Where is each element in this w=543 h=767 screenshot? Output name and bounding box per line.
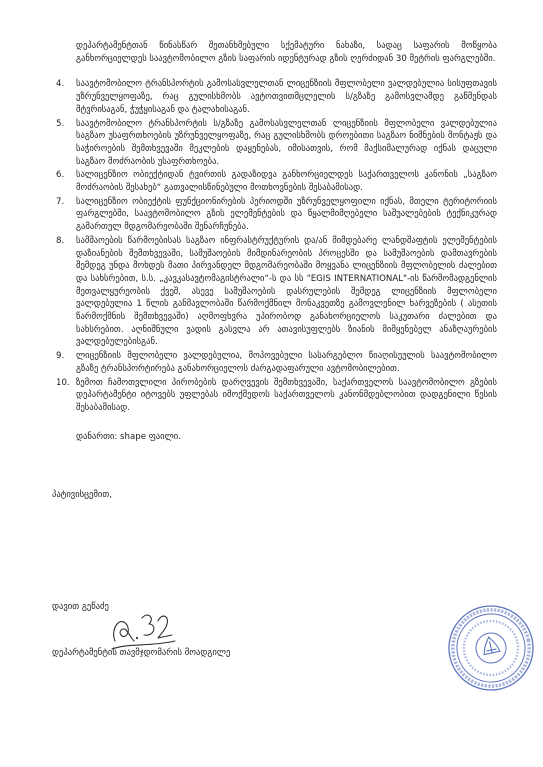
document-body <box>56 40 497 443</box>
list-item-text: სამშაოების წარმოებისას საგზაო ინფრასტრუქტურის და/ან მიმდებარე ლანდშაფტის ელემენტების დაზიანების შემთხვევაში, სამუშაოების მიმდინარეობის პროცესში და სამუშაოების დამთავრების შემდეგ უნდა მოხდეს მათი პირვანდელ მდგომარეობაში მოყვანა ლიცენზიის მფლობელის ძალებით და სახსრებით, ს.ს. „კავკასავტომაგისტრალი“-ს და სს "EGIS INTERNATIONAL"-ის წარმომადგენლის მეთვალყურეობის ქვეშ, ასევე სამუშაოების დასრულების შემდეგ ლიცენზიის მფლობელი ვალდებულია 1 წლის განმავლობაში წარმოქმნილ მონაკვეთზე გამოვლენილ ხარვეზების ( ასეთის წარმოქმნის შემთხვევაში) აღმოფხვრა უპირობოდ განახორციელოს საკუთარი ძალებით და სახსრებით. აღნიშნული ვადის გასვლა არ ათავისუფლებს ზიანის მიმყენებელ ანაზღაურების ვალდებულებისგან. <box>76 235 497 348</box>
list-item <box>56 78 497 116</box>
list-item <box>56 235 497 349</box>
list-item <box>56 196 497 234</box>
list-item-number: 6. <box>56 170 65 181</box>
stamp-emblem <box>481 636 500 655</box>
list-item <box>56 169 497 194</box>
list-item-text: სალიცენზიო ობიექტის ფუნქციონირების პერიოდში უზრუნველყოფილი იქნას, მთელი ტერიტორიის ფარგლებში, საავტომობილო გზის ელემენტების და წყალმიმღებელი საშუალებების ტექნიკურად გამართულ მდგომარეობაში შენარჩუნება. <box>76 196 497 233</box>
list-item <box>56 118 497 169</box>
signer-title: დეპარტამენტის თავმჯდომარის მოადგილე <box>52 648 231 658</box>
list-item-text: საავტომობილო ტრანსპორტის ს/გზაზე გამოსასვლელთან ლიცენზიის მფლობელი ვალდებულია საგზაო უსაფრთხოების უზრუნველყოფაზე, რაც გულისხმობს დროებითი საგზაო ნიშნების მონტაჟს და საჭიროების შემთხვევაში მეკლების დაყენებას, იმისათვის, რომ მაქსიმალურად იქნას დაცული საგზაო მოძრაობის უსაფრთხოება. <box>76 118 497 167</box>
official-stamp <box>446 603 536 693</box>
intro-paragraph: დეპარტამენტთან წინასწარ შეთანხმებული სქემატური ნახაზი, სადაც საფარის მოწყობა განხორციელდეს საავტომობილო გზის საფარის იდენტურად გზის ღერძიდან 30 მეტრის ფარგლებში. <box>76 41 497 64</box>
list-item-number: 9. <box>56 351 65 362</box>
closing-salutation: პატივისცემით, <box>52 490 112 500</box>
list-item-number: 10. <box>56 377 70 388</box>
signature-stroke <box>114 622 129 641</box>
list-item-number: 5. <box>56 118 65 129</box>
signature-stroke <box>158 616 172 638</box>
signature-dot <box>136 637 138 639</box>
list-item-text: საავტომობილო ტრანსპორტის გამოსასვლელთან ლიცენზიის მფლობელი ვალდებულია სისუფთავის უზრუნველყოფაზე, რაც გულისხმობს ავტოთვითმცლელის ს/გზაზე გამოსვლამდე გაწმენდას მტვრისაგან, ჭუჭყისაგან და ტალახისაგან. <box>76 79 497 115</box>
signature-stroke <box>142 615 154 635</box>
list-item-number: 7. <box>56 196 65 207</box>
list-item-text: სალიცენზიო ობიექტიდან ტვირთის გადაზიდვა განხორციელდეს საქართველოს კანონის „საგზაო მოძრაობის შესახებ“ გათვალისწინებული მოთხოვნების შესაბამისად. <box>76 170 497 194</box>
signature-stroke <box>126 630 134 641</box>
attachment-note: დანართი: shape ფაილი. <box>76 431 181 442</box>
list-item <box>56 350 497 375</box>
signer-name: დავით გეწაძე <box>52 602 109 612</box>
list-item-text: ზემოთ ჩამოთვლილი პირობების დარღვევის შემთხვევაში, საქართველოს საავტომობილო გზების დეპარტამენტი იტოვებს უფლებას იმოქმედოს საქართველოს კანონმდებლობით დადგენილი წესის შესაბამისად. <box>76 377 497 413</box>
list-item <box>56 377 497 415</box>
list-item-number: 4. <box>56 79 65 90</box>
list-item-number: 8. <box>56 235 65 246</box>
list-item-text: ლიცენზიის მფლობელი ვალდებულია, მოპოვებული სასარგებლო წიაღისეულის საავტომობილო გზაზე ტრანსპორტირება განახორციელოს ძარგადაფარული ავტომობილებით. <box>76 351 497 374</box>
